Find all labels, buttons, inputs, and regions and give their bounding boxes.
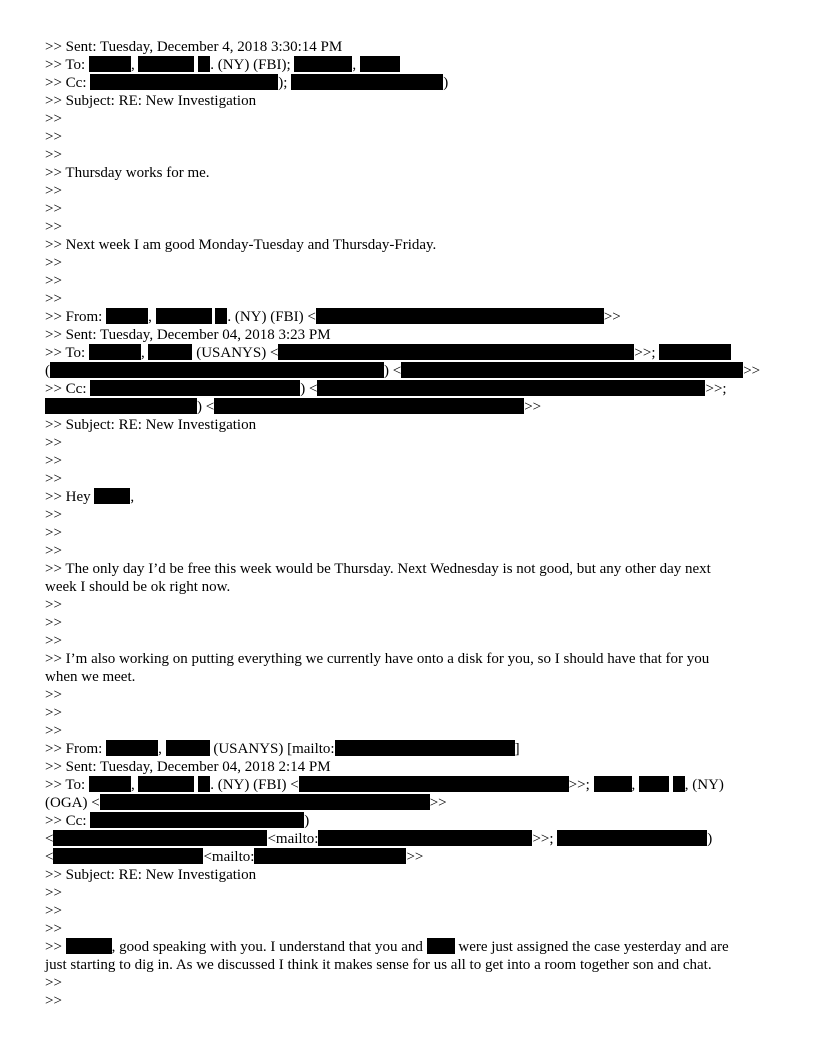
body-line: week I should be ok right now. bbox=[45, 579, 231, 595]
redaction-box bbox=[166, 740, 210, 756]
quote-marker: >> bbox=[45, 147, 62, 163]
redaction-box bbox=[316, 308, 604, 324]
body-line: >> , good speaking with you. I understand that you and were just assigned the case yesterday and are bbox=[45, 939, 729, 955]
body-line: >> The only day I’d be free this week would be Thursday. Next Wednesday is not good, but any other day next bbox=[45, 561, 711, 577]
redaction-box bbox=[215, 308, 227, 324]
quote-marker: >> bbox=[45, 255, 62, 271]
subject-label: Subject: bbox=[65, 93, 115, 109]
redaction-box bbox=[89, 56, 131, 72]
quote-marker: >> bbox=[45, 615, 62, 631]
sent-label: Sent: bbox=[65, 327, 97, 343]
quote-marker: >> bbox=[45, 129, 62, 145]
cc-line-1: >> Cc: ); ) bbox=[45, 75, 449, 91]
to-org: (USANYS) < bbox=[196, 345, 279, 361]
subject-label: Subject: bbox=[65, 417, 115, 433]
subject-value: RE: New Investigation bbox=[118, 417, 257, 433]
redaction-box bbox=[318, 830, 532, 846]
cc-line-2-cont: ) < >> bbox=[45, 398, 775, 416]
redaction-box bbox=[317, 380, 705, 396]
redaction-box bbox=[594, 776, 632, 792]
sent-value: Tuesday, December 4, 2018 3:30:14 PM bbox=[100, 39, 343, 55]
redaction-box bbox=[89, 344, 141, 360]
quote-marker: >> bbox=[45, 201, 62, 217]
quote-marker: >> bbox=[45, 471, 62, 487]
redaction-box bbox=[673, 776, 685, 792]
quote-marker: >> bbox=[45, 921, 62, 937]
quote-marker: >> bbox=[45, 687, 62, 703]
redaction-box bbox=[89, 776, 131, 792]
sent-value: Tuesday, December 04, 2018 2:14 PM bbox=[100, 759, 331, 775]
redaction-box bbox=[659, 344, 731, 360]
redaction-box bbox=[138, 776, 194, 792]
redaction-box bbox=[106, 740, 158, 756]
quote-marker: >> bbox=[45, 507, 62, 523]
redaction-box bbox=[148, 344, 192, 360]
quote-marker: >> bbox=[45, 723, 62, 739]
quote-marker: >> bbox=[45, 291, 62, 307]
redaction-box bbox=[50, 362, 384, 378]
from-suffix: . (NY) (FBI) < bbox=[227, 309, 316, 325]
sent-label: Sent: bbox=[65, 39, 97, 55]
to-fbi: . (NY) (FBI) < bbox=[210, 777, 299, 793]
sent-value: Tuesday, December 04, 2018 3:23 PM bbox=[100, 327, 331, 343]
sent-label: Sent: bbox=[65, 759, 97, 775]
quote-marker: >> bbox=[45, 633, 62, 649]
from-line-2: >> From: , . (NY) (FBI) < >> bbox=[45, 309, 621, 325]
quote-marker: >> bbox=[45, 705, 62, 721]
quote-marker: >> bbox=[45, 525, 62, 541]
to-ny: , (NY) bbox=[684, 777, 724, 793]
redaction-box bbox=[156, 308, 212, 324]
cc-line-2: >> Cc: ) < >>; bbox=[45, 381, 727, 397]
redaction-box bbox=[278, 344, 634, 360]
to-line-3-cont: (OGA) < >> bbox=[45, 795, 447, 811]
to-line-3: >> To: , . (NY) (FBI) < >>; , , (NY) bbox=[45, 777, 724, 793]
from-label: From: bbox=[65, 309, 103, 325]
from-org: (USANYS) [mailto: bbox=[213, 741, 335, 757]
redaction-box bbox=[294, 56, 352, 72]
quote-marker: >> bbox=[45, 885, 62, 901]
body-line: just starting to dig in. As we discussed I think it makes sense for us all to get into a room together son and chat. bbox=[45, 957, 712, 973]
redaction-box bbox=[66, 938, 112, 954]
redaction-box bbox=[557, 830, 707, 846]
redaction-box bbox=[401, 362, 743, 378]
redaction-box bbox=[53, 848, 203, 864]
to-line-1: >> To: , . (NY) (FBI); , bbox=[45, 56, 775, 74]
redaction-box bbox=[138, 56, 194, 72]
to-label: To: bbox=[65, 777, 86, 793]
body-line: >> Next week I am good Monday-Tuesday and Thursday-Friday. bbox=[45, 237, 437, 253]
redaction-box bbox=[198, 56, 210, 72]
subject-value: RE: New Investigation bbox=[118, 867, 257, 883]
sent-line-3: >> Sent: Tuesday, December 04, 2018 2:14 PM bbox=[45, 759, 331, 775]
redaction-box bbox=[335, 740, 515, 756]
redaction-box bbox=[90, 380, 300, 396]
cc-label: Cc: bbox=[65, 75, 87, 91]
redaction-box bbox=[299, 776, 569, 792]
redaction-box bbox=[53, 830, 267, 846]
quote-marker: >> bbox=[45, 111, 62, 127]
quote-marker: >> bbox=[45, 543, 62, 559]
subject-line-2: >> Subject: RE: New Investigation bbox=[45, 417, 257, 433]
cc-line-3-cont: < <mailto: >>; ) bbox=[45, 831, 713, 847]
sent-line-1: >> Sent: Tuesday, December 4, 2018 3:30:14 PM bbox=[45, 39, 343, 55]
oga: (OGA) < bbox=[45, 795, 100, 811]
quote-marker: >> bbox=[45, 273, 62, 289]
redaction-box bbox=[254, 848, 406, 864]
mailto: <mailto: bbox=[267, 831, 319, 847]
from-label: From: bbox=[65, 741, 103, 757]
to-line-2: >> To: , (USANYS) < >>; bbox=[45, 344, 775, 362]
quote-marker: >> bbox=[45, 435, 62, 451]
subject-value: RE: New Investigation bbox=[118, 93, 257, 109]
redaction-box bbox=[100, 794, 430, 810]
cc-label: Cc: bbox=[65, 381, 87, 397]
cc-line-3-cont2: < <mailto: >> bbox=[45, 849, 424, 865]
subject-line-3: >> Subject: RE: New Investigation bbox=[45, 867, 257, 883]
cc-line-3: >> Cc: ) bbox=[45, 813, 310, 829]
quote-marker: >> bbox=[45, 993, 62, 1009]
sent-line-2: >> Sent: Tuesday, December 04, 2018 3:23 PM bbox=[45, 327, 331, 343]
body-line: when we meet. bbox=[45, 669, 136, 685]
to-label: To: bbox=[65, 57, 86, 73]
greeting-line: >> Hey , bbox=[45, 489, 135, 505]
body-line: >> I’m also working on putting everything we currently have onto a disk for you, so I should have that for you bbox=[45, 651, 710, 667]
redaction-box bbox=[639, 776, 669, 792]
redaction-box bbox=[94, 488, 130, 504]
subject-line-1: >> Subject: RE: New Investigation bbox=[45, 93, 257, 109]
greeting: Hey bbox=[65, 489, 91, 505]
subject-label: Subject: bbox=[65, 867, 115, 883]
to-label: To: bbox=[65, 345, 86, 361]
to-line-2-cont: ( ) < >> bbox=[45, 363, 761, 379]
body-line: >> Thursday works for me. bbox=[45, 165, 210, 181]
redaction-box bbox=[106, 308, 148, 324]
redaction-box bbox=[360, 56, 400, 72]
quote-marker: >> bbox=[45, 219, 62, 235]
mailto: <mailto: bbox=[203, 849, 255, 865]
redaction-box bbox=[45, 398, 197, 414]
cc-label: Cc: bbox=[65, 813, 87, 829]
redaction-box bbox=[90, 812, 304, 828]
redaction-box bbox=[214, 398, 524, 414]
from-line-3: >> From: , (USANYS) [mailto: ] bbox=[45, 741, 520, 757]
quote-marker: >> bbox=[45, 453, 62, 469]
redaction-box bbox=[291, 74, 443, 90]
quote-marker: >> bbox=[45, 903, 62, 919]
quote-marker: >> bbox=[45, 597, 62, 613]
redaction-box bbox=[198, 776, 210, 792]
quote-marker: >> bbox=[45, 183, 62, 199]
quote-marker: >> bbox=[45, 975, 62, 991]
redaction-box bbox=[427, 938, 455, 954]
to-suffix: . (NY) (FBI); bbox=[210, 57, 291, 73]
redaction-box bbox=[90, 74, 278, 90]
